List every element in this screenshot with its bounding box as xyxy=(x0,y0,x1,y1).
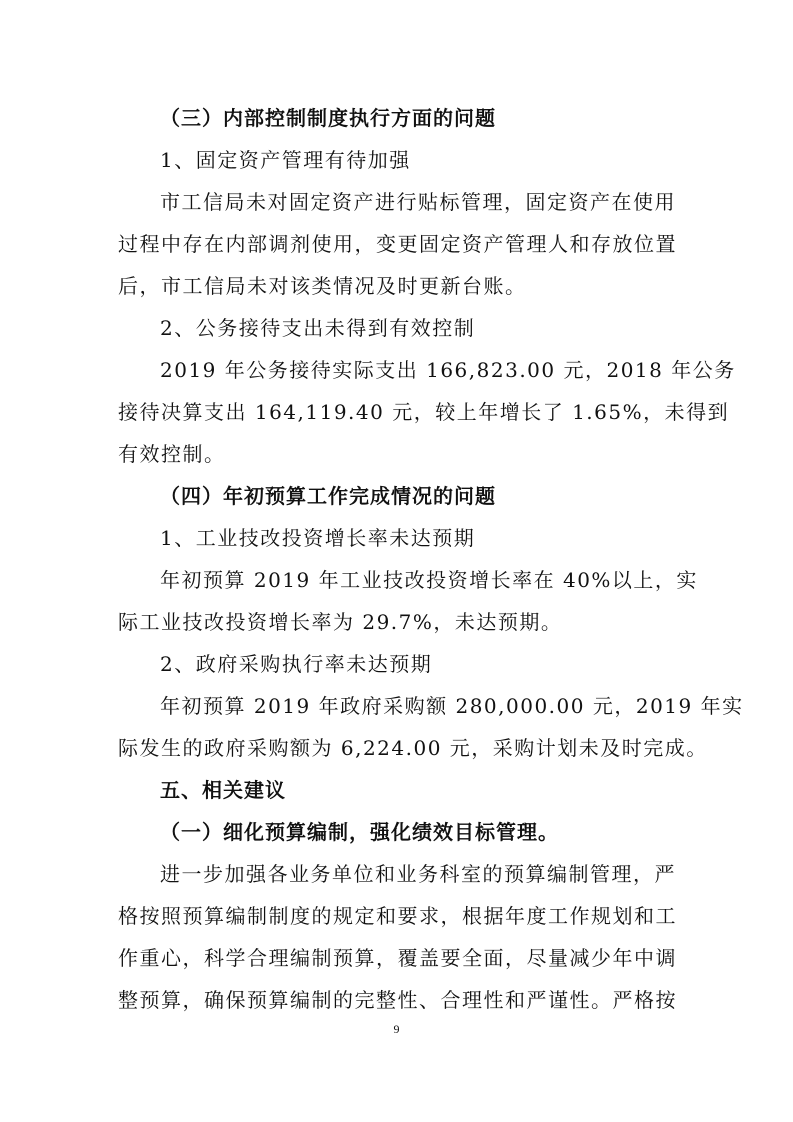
subheading-investment-growth: 1、工业技改投资增长率未达预期 xyxy=(160,526,476,550)
paragraph-line: 过程中存在内部调剂使用，变更固定资产管理人和存放位置 xyxy=(118,232,677,256)
page-number: 9 xyxy=(393,1022,400,1036)
paragraph-line: 有效控制。 xyxy=(118,442,226,466)
paragraph-line: 整预算，确保预算编制的完整性、合理性和严谨性。严格按 xyxy=(118,988,677,1012)
subheading-reception-expense: 2、公务接待支出未得到有效控制 xyxy=(160,316,476,340)
paragraph-line: 年初预算 2019 年政府采购额 280,000.00 元，2019 年实 xyxy=(160,694,744,718)
paragraph-line: 接待决算支出 164,119.40 元，较上年增长了 1.65%，未得到 xyxy=(118,400,730,424)
section-heading-internal-control: （三）内部控制制度执行方面的问题 xyxy=(160,106,496,130)
section-heading-refine-budget: （一）细化预算编制，强化绩效目标管理。 xyxy=(160,820,559,844)
paragraph-line: 作重心，科学合理编制预算，覆盖要全面，尽量减少年中调 xyxy=(118,946,677,970)
section-heading-budget-completion: （四）年初预算工作完成情况的问题 xyxy=(160,484,496,508)
paragraph-line: 市工信局未对固定资产进行贴标管理，固定资产在使用 xyxy=(160,190,676,214)
paragraph-line: 际工业技改投资增长率为 29.7%，未达预期。 xyxy=(118,610,563,634)
paragraph-line: 2019 年公务接待实际支出 166,823.00 元，2018 年公务 xyxy=(160,358,736,382)
subheading-fixed-assets: 1、固定资产管理有待加强 xyxy=(160,148,411,172)
chapter-heading-suggestions: 五、相关建议 xyxy=(160,778,286,802)
subheading-procurement: 2、政府采购执行率未达预期 xyxy=(160,652,433,676)
paragraph-line: 后，市工信局未对该类情况及时更新台账。 xyxy=(118,274,527,298)
paragraph-line: 年初预算 2019 年工业技改投资增长率在 40%以上，实 xyxy=(160,568,698,592)
paragraph-line: 际发生的政府采购额为 6,224.00 元，采购计划未及时完成。 xyxy=(118,736,708,760)
paragraph-line: 格按照预算编制制度的规定和要求，根据年度工作规划和工 xyxy=(118,904,677,928)
paragraph-line: 进一步加强各业务单位和业务科室的预算编制管理，严 xyxy=(160,862,676,886)
